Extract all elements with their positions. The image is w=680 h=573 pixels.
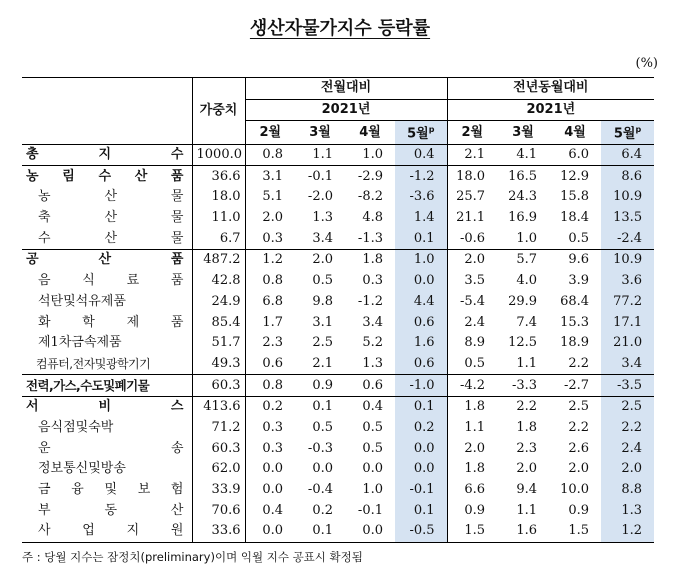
yoy-cell: -5.4 xyxy=(459,293,486,309)
mom-cell: 0.0 xyxy=(395,459,447,480)
mom-cell: 0.0 xyxy=(262,461,283,477)
yoy-cell: 2.3 xyxy=(516,440,538,456)
mom-cell: 5.1 xyxy=(262,189,283,205)
weight-cell: 85.4 xyxy=(192,312,245,333)
mom-cell: -0.5 xyxy=(395,521,447,542)
mom-cell: 0.1 xyxy=(312,399,333,415)
weight-cell: 49.3 xyxy=(192,354,245,375)
row-label: 전력,가스,수도및폐기물 xyxy=(26,377,150,393)
table-row xyxy=(22,354,654,375)
yoy-cell: 18.0 xyxy=(456,168,486,184)
yoy-cell: 2.4 xyxy=(601,438,654,459)
header-month: 3월 xyxy=(309,124,331,140)
table-row xyxy=(22,166,654,187)
yoy-cell: 1.1 xyxy=(516,502,538,518)
header-month: 3월 xyxy=(512,124,534,140)
prelim-mark: p xyxy=(635,125,642,135)
yoy-cell: 3.6 xyxy=(601,271,654,292)
yoy-cell: 15.3 xyxy=(560,314,590,330)
yoy-cell: 16.5 xyxy=(508,168,538,184)
yoy-cell: 21.0 xyxy=(601,333,654,354)
yoy-cell: 9.6 xyxy=(568,252,590,268)
yoy-cell: 2.2 xyxy=(568,419,590,435)
footnote: 주 : 당월 지수는 잠정치(preliminary)이며 익월 지수 공표시 확정됨 xyxy=(22,550,363,564)
table-row xyxy=(22,500,654,521)
mom-cell: -2.9 xyxy=(357,168,383,184)
yoy-cell: 0.5 xyxy=(464,355,486,371)
header-month: 5월$^p$ xyxy=(395,121,447,144)
mom-cell: 1.7 xyxy=(262,314,283,330)
yoy-cell: 21.1 xyxy=(456,210,486,226)
header-blank xyxy=(22,78,192,145)
yoy-cell: 1.2 xyxy=(601,521,654,542)
table-row xyxy=(22,480,654,501)
yoy-cell: 2.0 xyxy=(568,461,590,477)
mom-cell: 0.5 xyxy=(312,273,333,289)
row-label: 총 지 수 xyxy=(26,147,184,163)
mom-cell: 4.4 xyxy=(395,292,447,313)
weight-cell: 11.0 xyxy=(192,208,245,229)
yoy-cell: 16.9 xyxy=(508,210,538,226)
mom-cell: -0.1 xyxy=(307,168,333,184)
weight-cell: 51.7 xyxy=(192,333,245,354)
weight-cell: 6.7 xyxy=(192,228,245,249)
header-month: 5월$^p$ xyxy=(601,121,654,144)
row-label: 정보통신및방송 xyxy=(38,461,126,477)
mom-cell: -1.2 xyxy=(357,293,383,309)
mom-cell: 0.6 xyxy=(395,312,447,333)
mom-cell: 1.6 xyxy=(395,333,447,354)
yoy-cell: -3.3 xyxy=(511,377,538,393)
header-month: 2월 xyxy=(461,124,484,140)
weight-cell: 42.8 xyxy=(192,271,245,292)
mom-cell: 0.0 xyxy=(262,482,283,498)
yoy-cell: 1.5 xyxy=(464,523,486,539)
table-row xyxy=(22,312,654,333)
mom-cell: 1.0 xyxy=(362,147,383,163)
yoy-cell: 9.4 xyxy=(516,482,538,498)
row-label: 음 식 료 품 xyxy=(38,273,184,289)
yoy-cell: 0.5 xyxy=(568,230,590,246)
mom-cell: 1.3 xyxy=(362,355,383,371)
yoy-cell: -2.4 xyxy=(601,228,654,249)
yoy-cell: 6.0 xyxy=(568,147,590,163)
yoy-cell: 2.2 xyxy=(568,355,590,371)
yoy-cell: 29.9 xyxy=(508,293,538,309)
weight-cell: 413.6 xyxy=(192,396,245,417)
weight-cell: 18.0 xyxy=(192,187,245,208)
mom-cell: 1.2 xyxy=(262,252,283,268)
mom-cell: 2.1 xyxy=(312,355,333,371)
table-row xyxy=(22,396,654,417)
yoy-cell: 2.2 xyxy=(601,418,654,439)
yoy-cell: 10.0 xyxy=(560,482,590,498)
mom-cell: 1.4 xyxy=(395,208,447,229)
yoy-cell: 2.2 xyxy=(516,399,538,415)
yoy-cell: 5.7 xyxy=(516,252,538,268)
header-year-yoy: 2021년 xyxy=(447,99,654,121)
yoy-cell: 1.8 xyxy=(516,419,538,435)
mom-cell: 1.8 xyxy=(362,252,383,268)
yoy-cell: 12.5 xyxy=(508,335,538,351)
mom-cell: 2.0 xyxy=(262,210,283,226)
yoy-cell: 6.4 xyxy=(601,144,654,166)
yoy-cell: 2.5 xyxy=(601,396,654,417)
row-label: 수 산 물 xyxy=(38,230,184,246)
yoy-cell: 18.4 xyxy=(560,210,590,226)
row-label: 농 산 물 xyxy=(38,189,184,205)
table-row xyxy=(22,187,654,208)
mom-cell: 9.8 xyxy=(312,293,333,309)
mom-cell: 0.1 xyxy=(312,523,333,539)
mom-cell: 0.8 xyxy=(262,273,283,289)
yoy-cell: 1.0 xyxy=(516,230,538,246)
mom-cell: 0.0 xyxy=(312,461,333,477)
mom-cell: 0.5 xyxy=(362,419,383,435)
mom-cell: 5.2 xyxy=(362,335,383,351)
mom-cell: 4.8 xyxy=(362,210,383,226)
yoy-cell: 2.1 xyxy=(464,147,486,163)
yoy-cell: 17.1 xyxy=(601,312,654,333)
table-row xyxy=(22,438,654,459)
mom-cell: 0.3 xyxy=(262,419,283,435)
header-month: 4월 xyxy=(564,124,586,140)
row-label: 공 산 품 xyxy=(26,252,184,268)
yoy-cell: 8.8 xyxy=(601,480,654,501)
mom-cell: 0.1 xyxy=(395,500,447,521)
yoy-cell: 1.8 xyxy=(464,461,486,477)
prelim-mark: p xyxy=(428,125,435,135)
table-row xyxy=(22,271,654,292)
row-label: 부 동 산 xyxy=(38,502,184,518)
yoy-cell: 18.9 xyxy=(560,335,590,351)
yoy-cell: 10.9 xyxy=(601,187,654,208)
mom-cell: 1.1 xyxy=(312,147,333,163)
table-row xyxy=(22,459,654,480)
yoy-cell: 1.1 xyxy=(516,355,538,371)
weight-cell: 62.0 xyxy=(192,459,245,480)
table-row xyxy=(22,418,654,439)
row-label: 석탄및석유제품 xyxy=(38,293,126,309)
yoy-cell: 3.9 xyxy=(568,273,590,289)
mom-cell: 3.4 xyxy=(362,314,383,330)
mom-cell: 0.4 xyxy=(395,144,447,166)
row-label: 화 학 제 품 xyxy=(38,314,184,330)
mom-cell: 0.6 xyxy=(362,377,383,393)
mom-cell: -0.3 xyxy=(307,440,333,456)
mom-cell: 0.5 xyxy=(312,419,333,435)
mom-cell: 0.8 xyxy=(262,147,283,163)
yoy-cell: 4.1 xyxy=(516,147,538,163)
yoy-cell: 2.5 xyxy=(568,399,590,415)
mom-cell: -0.1 xyxy=(395,480,447,501)
mom-cell: -8.2 xyxy=(357,189,383,205)
mom-cell: 2.0 xyxy=(312,252,333,268)
header-yoy: 전년동월대비 xyxy=(447,78,654,100)
yoy-cell: -4.2 xyxy=(459,377,486,393)
yoy-cell: 0.9 xyxy=(464,502,486,518)
mom-cell: 0.2 xyxy=(395,418,447,439)
row-label: 컴퓨터,전자및광학기기 xyxy=(36,356,151,371)
mom-cell: 2.3 xyxy=(262,335,283,351)
row-label: 축 산 물 xyxy=(38,210,184,226)
mom-cell: -2.0 xyxy=(307,189,333,205)
yoy-cell: 2.0 xyxy=(516,461,538,477)
row-label: 운 송 xyxy=(38,440,184,456)
mom-cell: -0.4 xyxy=(307,482,333,498)
row-label: 음식점및숙박 xyxy=(38,419,114,435)
row-label: 사 업 지 원 xyxy=(38,523,184,539)
ppi-table xyxy=(22,77,654,543)
yoy-cell: 25.7 xyxy=(456,189,486,205)
mom-cell: -1.3 xyxy=(357,230,383,246)
yoy-cell: 0.9 xyxy=(568,502,590,518)
mom-cell: 0.1 xyxy=(395,228,447,249)
mom-cell: -3.6 xyxy=(395,187,447,208)
mom-cell: 0.1 xyxy=(395,396,447,417)
mom-cell: 1.0 xyxy=(395,250,447,271)
mom-cell: 0.0 xyxy=(362,461,383,477)
mom-cell: 0.6 xyxy=(395,354,447,375)
table-row xyxy=(22,333,654,354)
yoy-cell: -3.5 xyxy=(601,375,654,397)
weight-cell: 1000.0 xyxy=(192,144,245,166)
mom-cell: 0.5 xyxy=(362,440,383,456)
table-row xyxy=(22,375,654,397)
table-row xyxy=(22,250,654,271)
yoy-cell: 3.4 xyxy=(601,354,654,375)
yoy-cell: 15.8 xyxy=(560,189,590,205)
header-month: 4월 xyxy=(359,124,381,140)
yoy-cell: 24.3 xyxy=(508,189,538,205)
weight-cell: 36.6 xyxy=(192,166,245,187)
table-row xyxy=(22,208,654,229)
mom-cell: 0.3 xyxy=(362,273,383,289)
mom-cell: -0.1 xyxy=(357,502,383,518)
weight-cell: 71.2 xyxy=(192,418,245,439)
row-label: 금 융 및 보 험 xyxy=(38,482,184,498)
mom-cell: 3.4 xyxy=(312,230,333,246)
mom-cell: -1.0 xyxy=(395,375,447,397)
row-label: 제1차금속제품 xyxy=(38,335,122,351)
mom-cell: 0.2 xyxy=(312,502,333,518)
weight-cell: 33.6 xyxy=(192,521,245,542)
mom-cell: 0.0 xyxy=(362,523,383,539)
mom-cell: 0.9 xyxy=(312,377,333,393)
mom-cell: 1.3 xyxy=(312,210,333,226)
yoy-cell: 10.9 xyxy=(601,250,654,271)
mom-cell: 0.8 xyxy=(262,377,283,393)
row-label: 서 비 스 xyxy=(26,399,184,415)
header-mom: 전월대비 xyxy=(245,78,447,100)
yoy-cell: -2.7 xyxy=(563,377,590,393)
mom-cell: 0.0 xyxy=(262,523,283,539)
yoy-cell: -0.6 xyxy=(459,230,486,246)
yoy-cell: 2.6 xyxy=(568,440,590,456)
table-row xyxy=(22,292,654,313)
mom-cell: 3.1 xyxy=(262,168,283,184)
weight-cell: 60.3 xyxy=(192,438,245,459)
mom-cell: 0.4 xyxy=(362,399,383,415)
mom-cell: 0.0 xyxy=(395,271,447,292)
yoy-cell: 3.5 xyxy=(464,273,486,289)
unit-label: (%) xyxy=(635,56,658,71)
weight-cell: 33.9 xyxy=(192,480,245,501)
yoy-cell: 2.0 xyxy=(601,459,654,480)
mom-cell: -1.2 xyxy=(395,166,447,187)
table-row xyxy=(22,521,654,542)
yoy-cell: 1.3 xyxy=(601,500,654,521)
yoy-cell: 4.0 xyxy=(516,273,538,289)
mom-cell: 6.8 xyxy=(262,293,283,309)
mom-cell: 3.1 xyxy=(312,314,333,330)
mom-cell: 1.0 xyxy=(362,482,383,498)
yoy-cell: 12.9 xyxy=(560,168,590,184)
mom-cell: 0.0 xyxy=(395,438,447,459)
weight-cell: 24.9 xyxy=(192,292,245,313)
yoy-cell: 8.9 xyxy=(464,335,486,351)
yoy-cell: 68.4 xyxy=(560,293,590,309)
mom-cell: 0.3 xyxy=(262,440,283,456)
header-year-mom: 2021년 xyxy=(245,99,447,121)
weight-cell: 60.3 xyxy=(192,375,245,397)
yoy-cell: 2.0 xyxy=(464,252,486,268)
table-row xyxy=(22,228,654,249)
mom-cell: 0.4 xyxy=(262,502,283,518)
yoy-cell: 2.0 xyxy=(464,440,486,456)
weight-cell: 487.2 xyxy=(192,250,245,271)
mom-cell: 0.2 xyxy=(262,399,283,415)
weight-cell: 70.6 xyxy=(192,500,245,521)
table-row xyxy=(22,144,654,166)
yoy-cell: 1.8 xyxy=(464,399,486,415)
header-weight: 가중치 xyxy=(192,78,245,145)
yoy-cell: 1.6 xyxy=(516,523,538,539)
mom-cell: 0.6 xyxy=(262,355,283,371)
yoy-cell: 8.6 xyxy=(601,166,654,187)
yoy-cell: 6.6 xyxy=(464,482,486,498)
yoy-cell: 77.2 xyxy=(601,292,654,313)
yoy-cell: 7.4 xyxy=(516,314,538,330)
yoy-cell: 1.1 xyxy=(464,419,486,435)
row-label: 농 림 수 산 품 xyxy=(26,168,184,184)
mom-cell: 2.5 xyxy=(312,335,333,351)
page-title: 생산자물가지수 등락률 xyxy=(249,18,431,39)
yoy-cell: 1.5 xyxy=(568,523,590,539)
header-month: 2월 xyxy=(259,124,282,140)
yoy-cell: 2.4 xyxy=(464,314,486,330)
mom-cell: 0.3 xyxy=(262,230,283,246)
yoy-cell: 13.5 xyxy=(601,208,654,229)
